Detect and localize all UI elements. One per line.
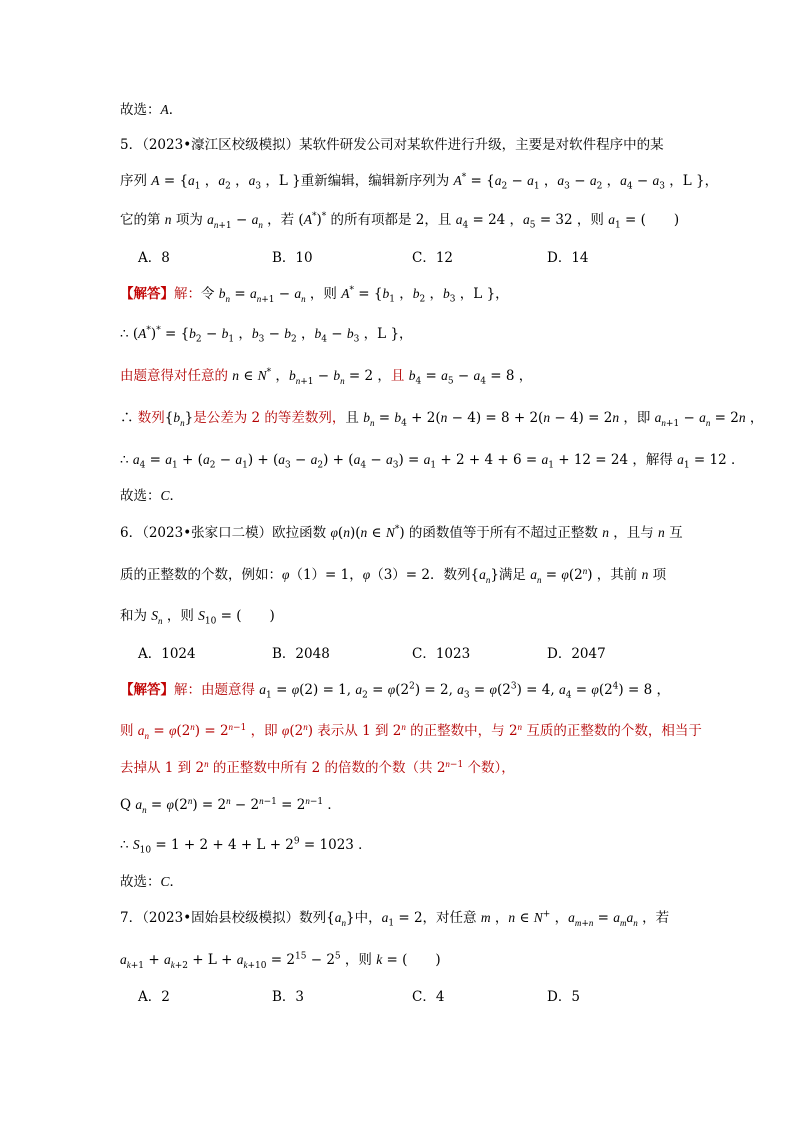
answer-line-q4: 故选：A． bbox=[120, 102, 183, 118]
q5-stem-line2: 序列 $A = \{a_1$ ，$a_2$ ，$a_3$ ，L }重新编辑，编辑新序列为 $A^* = \{a_2 - a_1$ ，$a_3 - a_2$ ，$a_4 - a_3$ ，L }， bbox=[120, 172, 719, 192]
q6-solution-line3: 去掉从 1 到 2$^n$ 的正整数中所有 2 的倍数的个数（共 $2^{n-1}$ 个数）， bbox=[120, 758, 515, 776]
q5-solution-line2: ∴ $(A^*)^* = \{b_2 - b_1$ ，$b_3 - b_2$ ，$b_4 - b_3$ ，L }， bbox=[120, 325, 413, 345]
q5-option-a: A．8 bbox=[138, 250, 170, 266]
q6-option-a: A．1024 bbox=[138, 646, 196, 662]
q6-solution-line2: 则 $a_n = \varphi(2^n) = 2^{n-1}$ ，即 φ(2$^n$) 表示从 1 到 2$^n$ 的正整数中，与 2$^n$ 互质的正整数的个数，相当于 bbox=[120, 721, 702, 741]
q5-option-d: D．14 bbox=[547, 250, 589, 266]
q6-stem-line2: 质的正整数的个数，例如：φ（1）= 1，φ（3）= 2．数列$\{a_n\}$满足 $a_n = \varphi(2^n)$ ，其前 n 项 bbox=[120, 565, 667, 585]
q6-option-b: B．2048 bbox=[272, 646, 330, 662]
q5-solution-line5: ∴ $a_4 = a_1 + (a_2 - a_1) + (a_3 - a_2) + (a_4 - a_3) = a_1 + 2 + 4 + 6 = a_1 + 12 = 24$ ，解得 $a_1 = 12$ ． bbox=[120, 452, 745, 471]
q6-solution-line1: 【解答】解：由题意得 $a_1 = \varphi(2) = 1$, $a_2 = \varphi(2^2) = 2$, $a_3 = \varphi(2^3) = 4$, $a_4 = \varphi(2^4) = 8$ ， bbox=[120, 681, 670, 701]
q5-stem-line3: 它的第 n 项为 $a_{n+1} - a_n$ ，若 (A*)* 的所有项都是 2，且 $a_4 = 24$ ，$a_5 = 32$ ，则 $a_1$ = ( ) bbox=[120, 211, 680, 231]
q7-option-c: C．4 bbox=[412, 989, 445, 1005]
q5-option-c: C．12 bbox=[412, 250, 454, 266]
q7-stem-line2: $a_{k+1} + a_{k+2} + L + a_{k+10} = 2^{15} - 2^5$ ，则 k = ( ) bbox=[120, 951, 441, 971]
q5-stem-line1: 5．（2023•濠江区校级模拟）某软件研发公司对某软件进行升级，主要是对软件程序中的某 bbox=[120, 137, 664, 153]
solution-tag: 【解答】 bbox=[120, 286, 174, 302]
q6-solution-line4: Q $a_n = \varphi(2^n) = 2^n - 2^{n-1} = 2^{n-1}$ ． bbox=[120, 795, 341, 815]
q6-answer: 故选：C． bbox=[120, 874, 184, 890]
q6-option-c: C．1023 bbox=[412, 646, 471, 662]
q7-stem-line1: 7．（2023•固始县校级模拟）数列$\{a_n\}$中，$a_1 = 2$，对任意 m ，n ∈ N+ ，$a_{m+n} = a_ma_n$ ，若 bbox=[120, 909, 670, 929]
q6-option-d: D．2047 bbox=[547, 646, 606, 662]
solution-tag: 【解答】 bbox=[120, 682, 174, 698]
q5-option-b: B．10 bbox=[272, 250, 313, 266]
q7-option-a: A．2 bbox=[138, 989, 170, 1005]
q5-solution-line3: 由题意得对任意的 n ∈ N* ，$b_{n+1} - b_n = 2$ ，且 $b_4 = a_5 - a_4 = 8$ ， bbox=[120, 367, 533, 387]
q6-stem-line1: 6．（2023•张家口二模）欧拉函数 φ(n)(n ∈ N*) 的函数值等于所有不超过正整数 n ，且与 n 互 bbox=[120, 524, 683, 541]
q6-solution-line5: ∴ $S_{10} = 1 + 2 + 4 + L + 2^9 = 1023$ ． bbox=[120, 836, 372, 856]
q7-option-d: D．5 bbox=[547, 989, 580, 1005]
q5-answer: 故选：C． bbox=[120, 488, 184, 504]
q7-option-b: B．3 bbox=[272, 989, 305, 1005]
q6-stem-line3: 和为 $S_n$ ，则 $S_{10}$ = ( ) bbox=[120, 608, 275, 627]
q5-solution-line1: 【解答】解：令 $b_n = a_{n+1} - a_n$ ，则 $A^* = \{b_1$ ，$b_2$ ，$b_3$ ，L }， bbox=[120, 285, 509, 305]
q5-solution-line4: ∴ 数列$\{b_n\}$是公差为 2 的等差数列，且 $b_n = b_4 + 2(n - 4) = 8 + 2(n - 4) = 2n$ ，即 $a_{n+1} - a_n = 2n$ ， bbox=[120, 410, 764, 429]
